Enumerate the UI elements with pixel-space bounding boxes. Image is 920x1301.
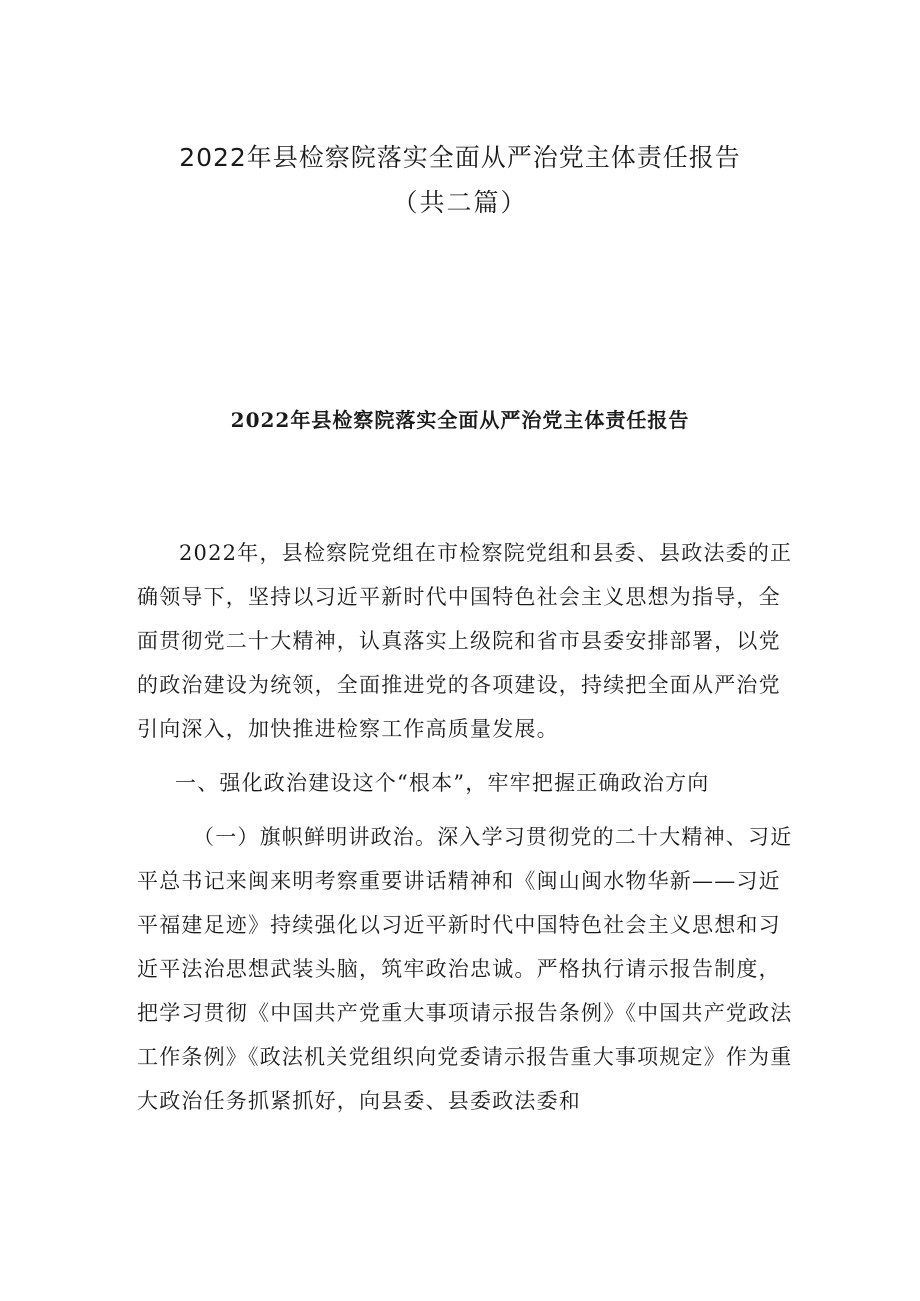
- paragraph-1-1: （一）旗帜鲜明讲政治。深入学习贯彻党的二十大精神、习近平总书记来闽来明考察重要讲话精神和《闽山闽水物华新——习近平福建足迹》持续强化以习近平新时代中国特色社会主义思想和习近平法治思想武装头脑，筑牢政治忠诚。严格执行请示报告制度，把学习贯彻《中国共产党重大事项请示报告条例》《中国共产党政法工作条例》《政法机关党组织向党委请示报告重大事项规定》作为重大政治任务抓紧抓好，向县委、县委政法委和: [137, 825, 793, 1113]
- section-heading-1: 一、强化政治建设这个“根本”，牢牢把握正确政治方向: [175, 771, 710, 795]
- document-subtitle: （共二篇）: [392, 188, 528, 217]
- document-title: 2022年县检察院落实全面从严治党主体责任报告: [179, 143, 741, 172]
- paragraph-intro: 2022年，县检察院党组在市检察院党组和县委、县政法委的正确领导下，坚持以习近平新时代中国特色社会主义思想为指导，全面贯彻党二十大精神，认真落实上级院和省市县委安排部署，以党的政治建设为统领，全面推进党的各项建设，持续把全面从严治党引向深入，加快推进检察工作高质量发展。: [137, 541, 793, 741]
- article-title: 2022年县检察院落实全面从严治党主体责任报告: [230, 408, 690, 432]
- article-body: [137, 531, 797, 1123]
